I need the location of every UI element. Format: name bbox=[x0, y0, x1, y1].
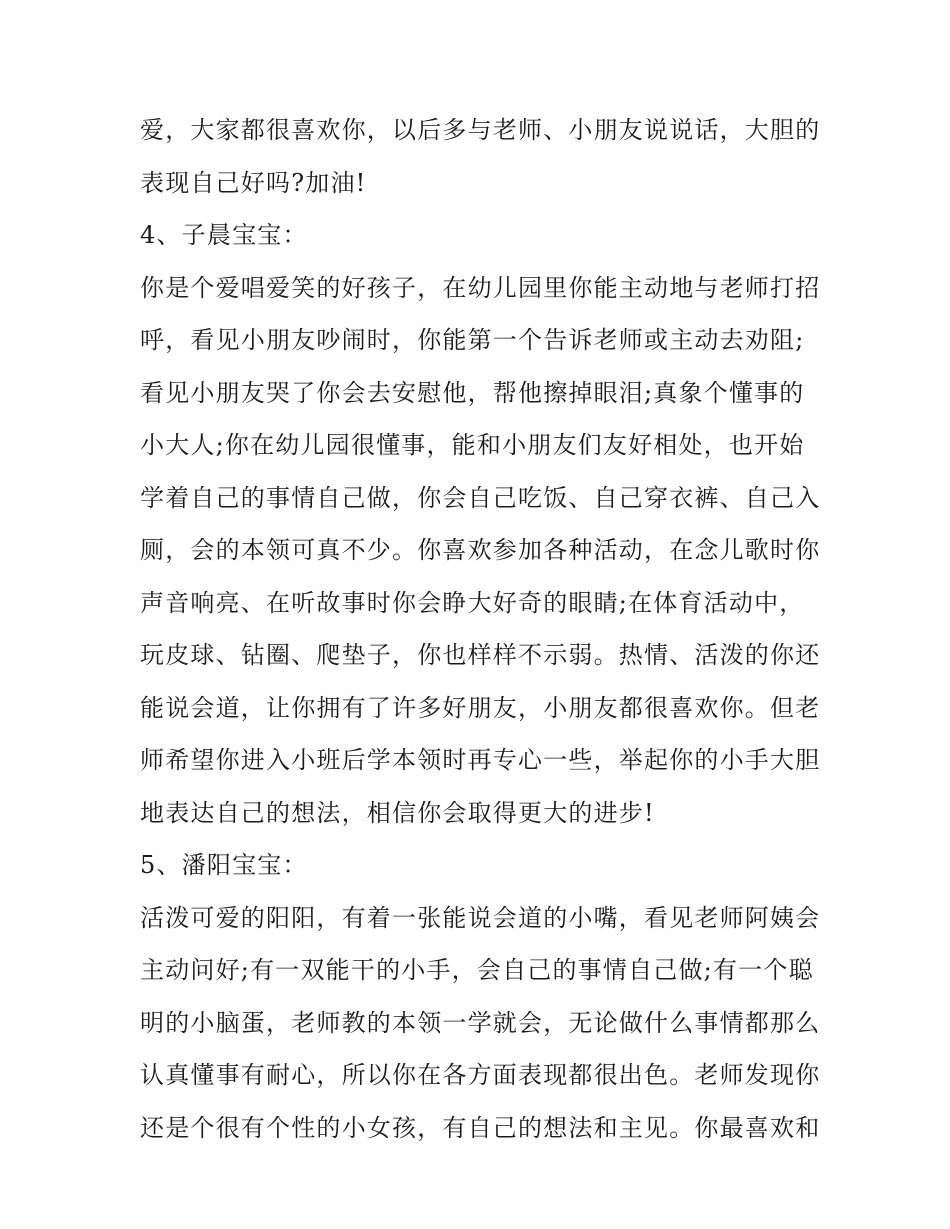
text-line: 地表达自己的想法，相信你会取得更大的进步! bbox=[140, 798, 655, 827]
text-line: 认真懂事有耐心，所以你在各方面表现都很出色。老师发现你 bbox=[140, 1061, 821, 1089]
text-line: 声音响亮、在听故事时你会睁大好奇的眼睛;在体育活动中， bbox=[140, 588, 805, 617]
text-line: 你是个爱唱爱笑的好孩子，在幼儿园里你能主动地与老师打招 bbox=[140, 273, 821, 302]
text-line: 呼，看见小朋友吵闹时，你能第一个告诉老师或主动去劝阻; bbox=[140, 326, 805, 354]
text-line: 还是个很有个性的小女孩，有自己的想法和主见。你最喜欢和 bbox=[140, 1113, 821, 1142]
section-heading: 5、潘阳宝宝： bbox=[140, 851, 308, 879]
text-line: 看见小朋友哭了你会去安慰他，帮他擦掉眼泪;真象个懂事的 bbox=[140, 378, 805, 407]
text-line: 玩皮球、钻圈、爬垫子，你也样样不示弱。热情、活泼的你还 bbox=[140, 641, 821, 669]
text-line: 学着自己的事情自己做，你会自己吃饭、自己穿衣裤、自己入 bbox=[140, 483, 821, 512]
document-body bbox=[140, 104, 830, 1154]
text-line: 爱，大家都很喜欢你，以后多与老师、小朋友说说话，大胆的 bbox=[140, 116, 821, 144]
text-line: 活泼可爱的阳阳，有着一张能说会道的小嘴，看见老师阿姨会 bbox=[140, 903, 821, 932]
text-line: 明的小脑蛋，老师教的本领一学就会，无论做什么事情都那么 bbox=[140, 1008, 821, 1037]
text-line: 小大人;你在幼儿园很懂事，能和小朋友们友好相处，也开始 bbox=[140, 431, 805, 459]
section-heading: 4、子晨宝宝： bbox=[140, 221, 308, 249]
text-line: 能说会道，让你拥有了许多好朋友，小朋友都很喜欢你。但老 bbox=[140, 693, 821, 722]
text-line: 厕，会的本领可真不少。你喜欢参加各种活动，在念儿歌时你 bbox=[140, 536, 821, 564]
text-line: 主动问好;有一双能干的小手，会自己的事情自己做;有一个聪 bbox=[140, 956, 814, 984]
text-line: 表现自己好吗?加油! bbox=[140, 168, 367, 197]
text-line: 师希望你进入小班后学本领时再专心一些，举起你的小手大胆 bbox=[140, 746, 821, 774]
